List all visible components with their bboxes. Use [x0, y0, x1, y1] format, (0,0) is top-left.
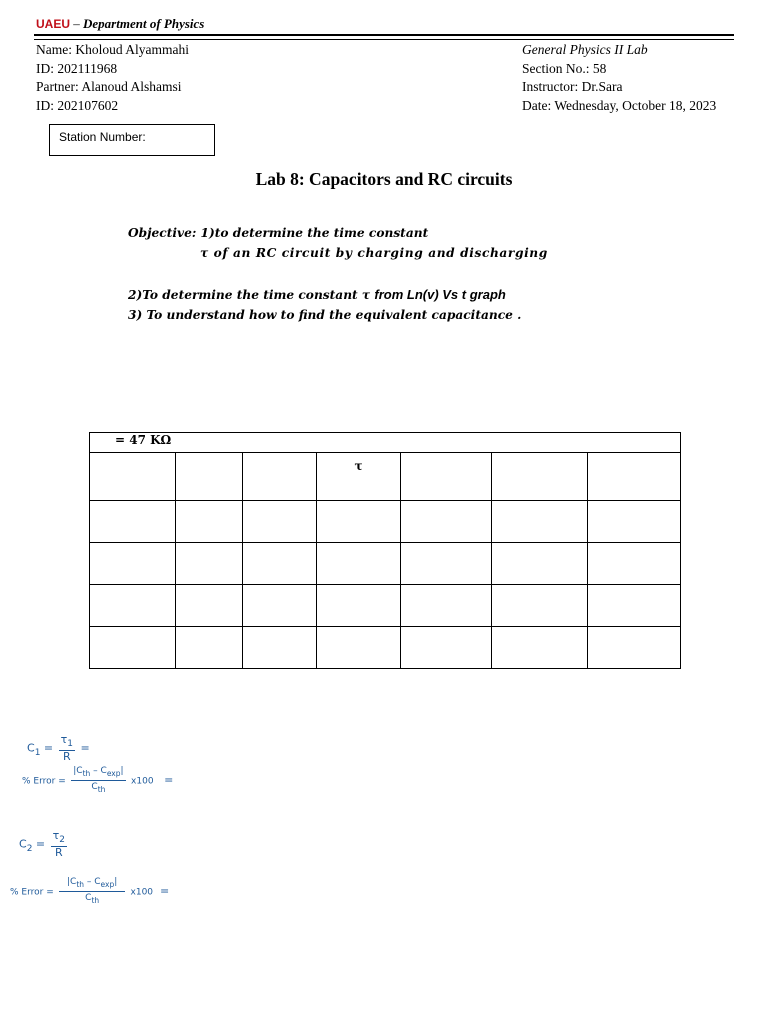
formula-error-2	[10, 876, 169, 907]
formula-error-2-den: C	[85, 892, 92, 903]
table-cell[interactable]	[588, 543, 681, 585]
table-cell[interactable]	[492, 501, 588, 543]
table-cell[interactable]	[176, 627, 243, 669]
org-name: UAEU	[36, 17, 71, 31]
formula-error-2-num-sub1: th	[76, 879, 85, 889]
formula-c1-lhs: C	[27, 741, 35, 755]
formula-c1-den: R	[62, 750, 71, 764]
table-cell[interactable]	[90, 543, 176, 585]
formula-c1	[27, 734, 90, 763]
objective-2-text: 2)To determine the time constant τ	[128, 288, 375, 302]
formula-c1-eq: =	[43, 741, 54, 755]
objective-line-3: 3) To understand how to find the equivalent capacitance .	[128, 308, 522, 322]
formula-error-2-lhs: % Error =	[10, 887, 54, 898]
partner-name: Partner: Alanoud Alshamsi	[36, 79, 182, 94]
formula-c2-sub: 2	[26, 843, 33, 854]
table-cell[interactable]	[243, 627, 317, 669]
section-number: Section No.: 58	[522, 60, 607, 76]
table-cell[interactable]	[401, 627, 492, 669]
table-cell[interactable]	[492, 627, 588, 669]
formula-error-1-num-sub2: exp	[106, 768, 121, 778]
student-info	[36, 41, 189, 115]
instructor-name: Instructor: Dr.Sara	[522, 79, 623, 94]
objective-line-1b: τ of an RC circuit by charging and discharging	[200, 246, 548, 260]
table-cell[interactable]	[317, 501, 401, 543]
table-cell[interactable]	[492, 543, 588, 585]
table-cell[interactable]	[401, 453, 492, 501]
table-cell[interactable]	[317, 627, 401, 669]
table-cell[interactable]	[90, 627, 176, 669]
table-cell[interactable]	[90, 453, 176, 501]
formula-error-2-num-end: |	[114, 877, 118, 887]
formula-c1-tail: =	[80, 741, 90, 755]
page-header	[36, 16, 204, 32]
table-row	[90, 501, 681, 543]
objective-2-graph-text: from Ln(v) Vs t graph	[374, 287, 506, 302]
resistance-cell: = 47 KΩ	[90, 433, 681, 453]
table-cell[interactable]	[317, 543, 401, 585]
partner-id: ID: 202107602	[36, 97, 119, 113]
formula-c1-sub: 1	[34, 747, 41, 758]
table-cell[interactable]	[176, 543, 243, 585]
table-cell[interactable]	[588, 627, 681, 669]
formula-error-1-num-end: |	[120, 766, 124, 776]
student-id: ID: 202111968	[36, 60, 118, 76]
table-cell[interactable]	[588, 585, 681, 627]
formula-c1-num: τ	[60, 733, 68, 746]
formula-error-2-eq: =	[160, 884, 170, 898]
formula-c1-fraction	[59, 734, 75, 763]
table-cell[interactable]	[90, 501, 176, 543]
department-name: Department of Physics	[83, 16, 205, 31]
course-info	[522, 41, 716, 115]
table-cell[interactable]	[492, 453, 588, 501]
formula-error-2-fraction	[59, 876, 125, 907]
table-cell[interactable]	[176, 453, 243, 501]
station-number-box[interactable]	[49, 124, 215, 156]
data-table	[89, 432, 681, 669]
header-separator: –	[70, 16, 84, 31]
course-name: General Physics II Lab	[522, 42, 648, 57]
objective-line-1: Objective: 1)to determine the time constant	[128, 226, 429, 240]
table-cell[interactable]	[588, 453, 681, 501]
formula-c2-den: R	[54, 846, 63, 860]
table-cell[interactable]	[243, 453, 317, 501]
formula-c2-num-sub: 2	[59, 835, 65, 846]
formula-c1-num-sub: 1	[67, 739, 73, 750]
table-cell[interactable]	[317, 585, 401, 627]
table-cell[interactable]	[176, 585, 243, 627]
table-cell[interactable]	[401, 543, 492, 585]
formula-error-1-den-sub: th	[97, 784, 106, 794]
table-cell[interactable]	[243, 501, 317, 543]
formula-error-1-den: C	[91, 781, 98, 792]
formula-error-2-num: |C	[67, 877, 77, 887]
lab-date: Date: Wednesday, October 18, 2023	[522, 97, 717, 113]
table-cell[interactable]	[243, 543, 317, 585]
table-row	[90, 627, 681, 669]
formula-error-1-lhs: % Error =	[22, 776, 66, 787]
table-cell[interactable]	[401, 501, 492, 543]
formula-error-2-den-sub: th	[91, 895, 100, 905]
formula-c2-num: τ	[52, 829, 60, 842]
table-row	[90, 585, 681, 627]
formula-error-2-num-sub2: exp	[100, 879, 115, 889]
table-cell[interactable]	[243, 585, 317, 627]
formula-c2-fraction	[51, 830, 67, 859]
header-rule-thin	[34, 39, 734, 40]
tau-header-cell: τ	[317, 453, 401, 501]
lab-title: Lab 8: Capacitors and RC circuits	[255, 169, 513, 189]
table-cell[interactable]	[492, 585, 588, 627]
table-row	[90, 543, 681, 585]
formula-error-1-num: |C	[73, 766, 83, 776]
formula-error-2-tail: x100	[130, 887, 154, 898]
header-rule-thick	[34, 34, 734, 36]
formula-error-1-num-mid: – C	[90, 766, 107, 776]
formula-error-1-fraction	[71, 765, 125, 796]
formula-c2-eq: =	[35, 837, 46, 851]
formula-error-1-eq: =	[164, 773, 174, 787]
table-header-row	[90, 453, 681, 501]
formula-error-1-num-sub1: th	[82, 768, 91, 778]
station-number-label: Station Number:	[59, 130, 146, 144]
table-cell[interactable]	[176, 501, 243, 543]
formula-error-1	[22, 765, 173, 796]
objective-line-2	[128, 287, 506, 302]
formula-error-1-tail: x100	[131, 776, 154, 787]
table-cell[interactable]	[588, 501, 681, 543]
formula-c2	[19, 830, 69, 859]
table-cell[interactable]	[401, 585, 492, 627]
table-cell[interactable]	[90, 585, 176, 627]
student-name: Name: Kholoud Alyammahi	[36, 42, 189, 57]
table-resistance-row	[90, 433, 681, 453]
formula-c2-lhs: C	[19, 837, 27, 851]
formula-error-2-num-mid: – C	[84, 877, 101, 887]
